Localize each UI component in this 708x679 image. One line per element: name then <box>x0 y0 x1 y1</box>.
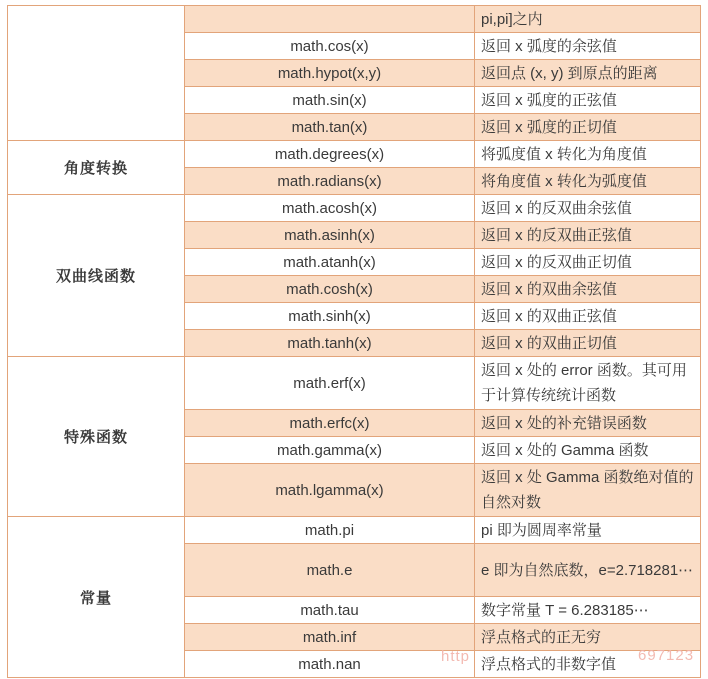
table-row <box>8 517 701 544</box>
table-row <box>8 357 701 410</box>
description-cell: 返回 x 的反双曲正切值 <box>475 249 701 276</box>
table-row <box>8 141 701 168</box>
description-cell: 浮点格式的正无穷 <box>475 624 701 651</box>
category-cell: 角度转换 <box>8 141 185 195</box>
math-table-body <box>8 6 701 678</box>
description-cell: 返回 x 弧度的余弦值 <box>475 33 701 60</box>
function-name-cell: math.gamma(x) <box>185 437 475 464</box>
description-cell: 将弧度值 x 转化为角度值 <box>475 141 701 168</box>
description-cell: 返回 x 处 Gamma 函数绝对值的自然对数 <box>475 464 701 517</box>
description-cell: 返回 x 的双曲余弦值 <box>475 276 701 303</box>
function-name-cell: math.tau <box>185 597 475 624</box>
description-cell: 返回 x 弧度的正弦值 <box>475 87 701 114</box>
description-cell: pi 即为圆周率常量 <box>475 517 701 544</box>
function-name-cell: math.hypot(x,y) <box>185 60 475 87</box>
description-cell: 返回 x 处的 error 函数。其可用于计算传统统计函数 <box>475 357 701 410</box>
description-cell: 返回 x 弧度的正切值 <box>475 114 701 141</box>
description-cell: 返回 x 处的 Gamma 函数 <box>475 437 701 464</box>
description-cell: pi,pi]之内 <box>475 6 701 33</box>
math-functions-table <box>7 5 701 678</box>
category-cell: 常量 <box>8 517 185 678</box>
description-cell: 将角度值 x 转化为弧度值 <box>475 168 701 195</box>
function-name-cell: math.asinh(x) <box>185 222 475 249</box>
category-cell <box>8 6 185 141</box>
function-name-cell: math.nan <box>185 651 475 678</box>
description-cell: 浮点格式的非数字值 <box>475 651 701 678</box>
table-row <box>8 6 701 33</box>
function-name-cell: math.lgamma(x) <box>185 464 475 517</box>
function-name-cell: math.cos(x) <box>185 33 475 60</box>
description-cell: 返回 x 的双曲正切值 <box>475 330 701 357</box>
watermark-fragment-right: 697123 <box>638 647 695 664</box>
function-name-cell: math.tan(x) <box>185 114 475 141</box>
description-cell: 返回 x 的反双曲正弦值 <box>475 222 701 249</box>
description-cell: 返回 x 的反双曲余弦值 <box>475 195 701 222</box>
description-cell: 返回 x 的双曲正弦值 <box>475 303 701 330</box>
function-name-cell <box>185 6 475 33</box>
function-name-cell: math.cosh(x) <box>185 276 475 303</box>
function-name-cell: math.sin(x) <box>185 87 475 114</box>
function-name-cell: math.degrees(x) <box>185 141 475 168</box>
category-cell: 双曲线函数 <box>8 195 185 357</box>
description-cell: 返回 x 处的补充错误函数 <box>475 410 701 437</box>
function-name-cell: math.inf <box>185 624 475 651</box>
category-cell: 特殊函数 <box>8 357 185 517</box>
function-name-cell: math.erfc(x) <box>185 410 475 437</box>
function-name-cell: math.pi <box>185 517 475 544</box>
function-name-cell: math.sinh(x) <box>185 303 475 330</box>
description-cell: 数字常量 T = 6.283185⋯ <box>475 597 701 624</box>
description-cell: 返回点 (x, y) 到原点的距离 <box>475 60 701 87</box>
function-name-cell: math.erf(x) <box>185 357 475 410</box>
watermark-fragment-left: http <box>441 648 471 665</box>
table-row <box>8 195 701 222</box>
function-name-cell: math.tanh(x) <box>185 330 475 357</box>
description-cell: e 即为自然底数，e=2.718281⋯ <box>475 544 701 597</box>
function-name-cell: math.acosh(x) <box>185 195 475 222</box>
function-name-cell: math.radians(x) <box>185 168 475 195</box>
function-name-cell: math.atanh(x) <box>185 249 475 276</box>
function-name-cell: math.e <box>185 544 475 597</box>
